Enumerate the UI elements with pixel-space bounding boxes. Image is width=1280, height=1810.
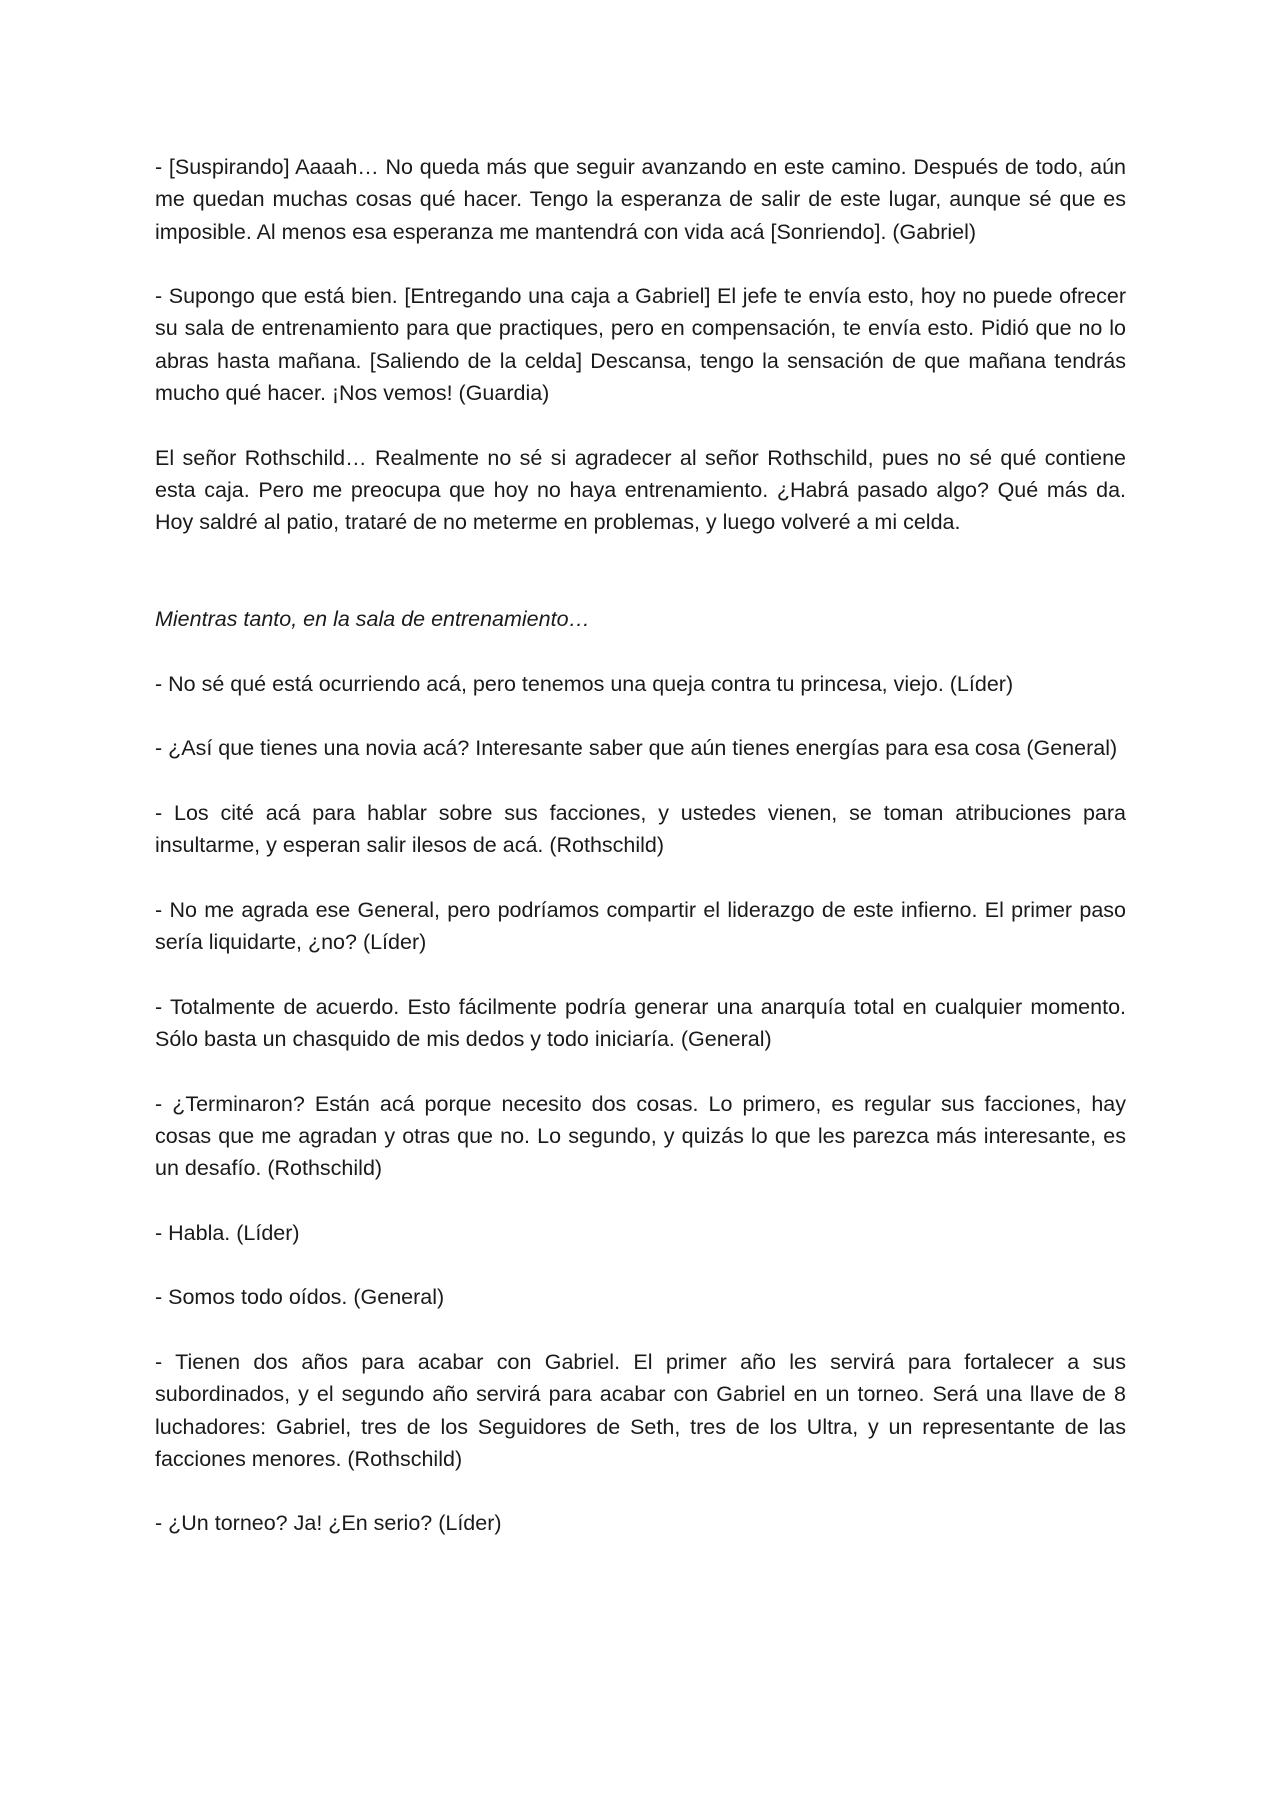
paragraph-general-anarquia: - Totalmente de acuerdo. Esto fácilmente podría generar una anarquía total en cualquier momento. Sólo basta un chasquido de mis dedos y todo iniciaría. (General) [155, 994, 1126, 1052]
paragraph-general-novia: - ¿Así que tienes una novia acá? Interesante saber que aún tienes energías para esa cosa (General) [155, 736, 1118, 761]
paragraph-rothschild-dos-cosas: - ¿Terminaron? Están acá porque necesito dos cosas. Lo primero, es regular sus facciones, hay cosas que me agradan y otras que no. Lo segundo, y quizás lo que les parezca más interesante, es un desafío. (Rothschild) [155, 1091, 1126, 1181]
scene-heading: Mientras tanto, en la sala de entrenamiento… [155, 607, 591, 632]
section-spacer [155, 571, 1126, 603]
paragraph-lider-en-serio: - ¿Un torneo? Ja! ¿En serio? (Líder) [155, 1511, 502, 1536]
paragraph-guardia-box: - Supongo que está bien. [Entregando una caja a Gabriel] El jefe te envía esto, hoy no puede ofrecer su sala de entrenamiento para que practiques, pero en compensación, te envía esto. Pidió que no lo abras hasta mañana. [Saliendo de la celda] Descansa, tengo la sensación de que mañana tendrás mucho qué hacer. ¡Nos vemos! (Guardia) [155, 284, 1126, 406]
paragraph-gabriel-sigh: - [Suspirando] Aaaah… No queda más que seguir avanzando en este camino. Después de todo, aún me quedan muchas cosas qué hacer. Tengo la esperanza de salir de este lugar, aunque sé que es imposible. Al menos esa esperanza me mantendrá con vida acá [Sonriendo]. (Gabriel) [155, 155, 1126, 244]
document-page [155, 151, 1126, 1572]
paragraph-lider-habla: - Habla. (Líder) [155, 1220, 300, 1245]
paragraph-rothschild-torneo: - Tienen dos años para acabar con Gabriel. El primer año les servirá para fortalecer a sus subordinados, y el segundo año servirá para acabar con Gabriel en un torneo. Será una llave de 8 luchadores: Gabriel, tres de los Seguidores de Seth, tres de los Ultra, y un representante de las facciones menores. (Rothschild) [155, 1349, 1126, 1471]
paragraph-general-oidos: - Somos todo oídos. (General) [155, 1285, 445, 1310]
paragraph-rothschild-cita: - Los cité acá para hablar sobre sus facciones, y ustedes vienen, se toman atribuciones para insultarme, y esperan salir ilesos de acá. (Rothschild) [155, 800, 1126, 858]
paragraph-lider-liderazgo: - No me agrada ese General, pero podríamos compartir el liderazgo de este infierno. El primer paso sería liquidarte, ¿no? (Líder) [155, 897, 1126, 955]
paragraph-gabriel-thoughts: El señor Rothschild… Realmente no sé si agradecer al señor Rothschild, pues no sé qué contiene esta caja. Pero me preocupa que hoy no haya entrenamiento. ¿Habrá pasado algo? Qué más da. Hoy saldré al patio, trataré de no meterme en problemas, y luego volveré a mi celda. [155, 445, 1126, 535]
paragraph-lider-queja: - No sé qué está ocurriendo acá, pero tenemos una queja contra tu princesa, viejo. (Líder) [155, 671, 1014, 696]
